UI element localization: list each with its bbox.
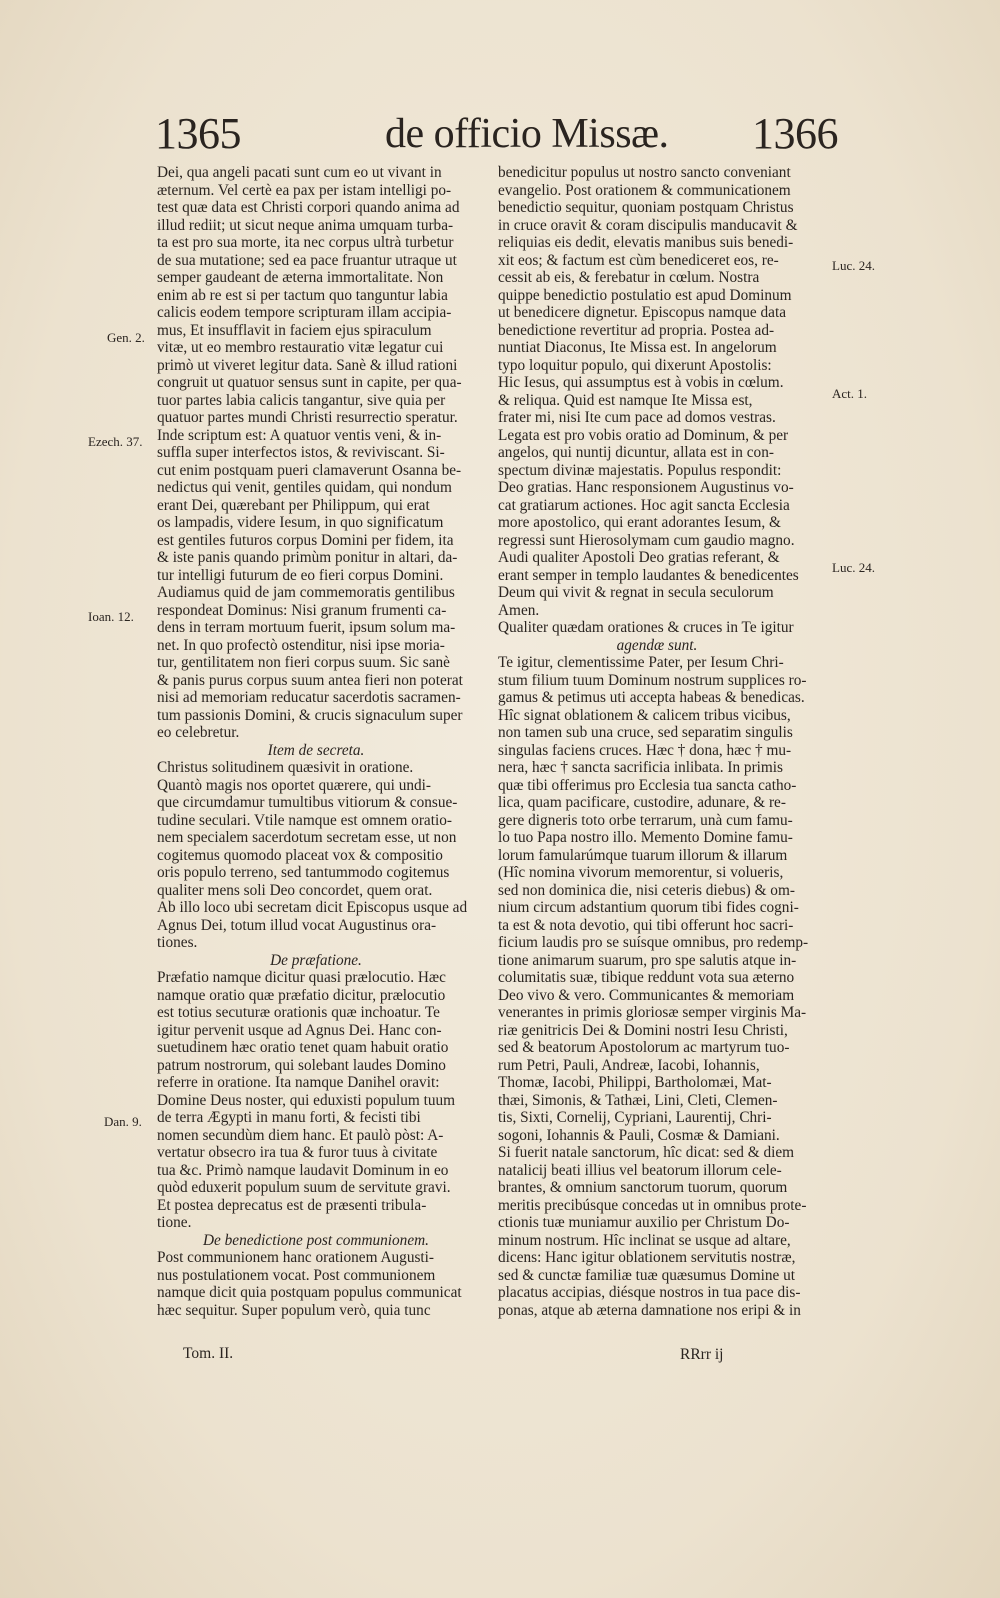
text-line: tis, Sixti, Cornelij, Cypriani, Laurentij, Chri-: [498, 1109, 772, 1126]
text-line: angelos, qui nuntij dicuntur, allata est in con-: [498, 444, 774, 461]
page-number-left: 1365: [155, 109, 241, 158]
margin-note-dan: Dan. 9.: [104, 1114, 142, 1129]
text-line: ficium laudis pro se suísque omnibus, pro redemp-: [498, 934, 809, 951]
volume-mark: Tom. II.: [183, 1345, 234, 1362]
text-line: est gentiles futuros corpus Domini per fidem, ita: [157, 531, 454, 549]
text-line: benedictione revertitur ad propria. Postea ad-: [498, 321, 775, 339]
text-line: De præfatione.: [270, 951, 362, 969]
running-title: de officio Missæ.: [385, 111, 669, 157]
text-line: illud rediit; ut sicut neque anima umquam turba-: [157, 216, 454, 234]
text-line: Inde scriptum est: A quatuor ventis veni, & in-: [157, 426, 442, 444]
text-line: riæ genitricis Dei & Domini nostri Iesu Christi,: [498, 1021, 788, 1039]
text-line: gamus & petimus uti accepta habeas & benedicas.: [498, 689, 805, 706]
text-line: hæc sequitur. Super populum verò, quia tunc: [157, 1301, 431, 1319]
text-line: respondeat Dominus: Nisi granum frumenti ca-: [157, 601, 447, 619]
text-line: qualiter mens soli Deo concordet, quem orat.: [157, 881, 433, 899]
text-line: Amen.: [498, 601, 540, 619]
text-line: Item de secreta.: [267, 741, 365, 759]
text-line: quippe benedictio postulatio est apud Dominum: [498, 286, 792, 304]
text-line: tiones.: [157, 934, 198, 951]
text-line: spectum divinæ majestatis. Populus respondit:: [498, 461, 782, 479]
text-line: Ab illo loco ubi secretam dicit Episcopus usque ad: [157, 899, 468, 916]
text-line: benedictio sequitur, quoniam postquam Christus: [498, 199, 794, 216]
text-line: agendæ sunt.: [616, 636, 698, 654]
margin-note-ezech: Ezech. 37.: [88, 434, 143, 449]
text-line: suetudinem hæc oratio tenet quam habuit oratio: [157, 1039, 449, 1056]
text-line: cogitemus quomodo placeat vox & compositio: [157, 846, 443, 864]
text-line: Hic Iesus, qui assumptus est à vobis in cœlum.: [498, 374, 784, 391]
text-line: typo loquitur populo, qui dixerunt Apostolis:: [498, 356, 772, 374]
text-line: singulas faciens cruces. Hæc † dona, hæc † mu-: [498, 741, 792, 759]
text-line: Qualiter quædam orationes & cruces in Te igitur: [498, 619, 794, 636]
text-line: nem specialem sacerdotum secretam esse, ut non: [157, 829, 457, 846]
text-line: cut enim postquam pueri clamaverunt Osanna be-: [157, 461, 462, 479]
text-line: Christus solitudinem quæsivit in oratione.: [157, 759, 414, 776]
text-line: oris populo terreno, sed tantummodo cogitemus: [157, 864, 450, 881]
text-line: nera, hæc † sancta sacrificia inlibata. In primis: [498, 759, 784, 776]
text-line: eo celebretur.: [157, 724, 240, 741]
text-line: Audi qualiter Apostoli Deo gratias referant, &: [498, 549, 780, 566]
text-line: & panis purus corpus suum antea fieri non poterat: [157, 671, 463, 689]
text-line: namque oratio quæ præfatio dicitur, prælocutio: [157, 986, 446, 1004]
text-line: patrum nostrorum, qui solebant laudes Domino: [157, 1056, 446, 1074]
text-line: Quantò magis nos oportet quærere, qui undi-: [157, 776, 432, 794]
text-line: placatus accipias, diésque nostros in tua pace dis-: [498, 1284, 801, 1301]
text-line: sed & cunctæ familiæ tuæ quæsumus Domine ut: [498, 1266, 796, 1284]
text-line: cat gratiarum actiones. Hoc agit sancta Ecclesia: [498, 496, 790, 514]
text-line: ponas, atque ab æterna damnatione nos eripi & in: [498, 1301, 801, 1319]
text-line: nedictus qui venit, gentiles quidam, qui nondum: [157, 479, 452, 496]
text-line: nus postulationem vocat. Post communionem: [157, 1266, 436, 1284]
text-line: Et postea deprecatus est de præsenti tribula-: [157, 1196, 427, 1214]
text-line: lo tuo Papa nostro illo. Memento Domine famu-: [498, 829, 793, 846]
text-line: quatuor partes mundi Christi resurrectio speratur.: [157, 409, 458, 426]
text-line: erant Dei, quærebant per Philippum, qui erat: [157, 496, 430, 514]
text-line: Audiamus quid de jam commemoratis gentilibus: [157, 584, 455, 601]
text-line: nium circum adstantium quorum tibi fides cogni-: [498, 899, 799, 916]
margin-note-gen: Gen. 2.: [107, 330, 145, 345]
right-column-text: [498, 164, 816, 1319]
text-line: erant semper in templo laudantes & benedicentes: [498, 566, 799, 584]
text-line: test quæ data est Christi corpori quando anima ad: [157, 199, 460, 216]
text-line: Te igitur, clementissime Pater, per Iesum Chri-: [498, 654, 784, 671]
text-line: referre in oratione. Ita namque Danihel oravit:: [157, 1074, 440, 1091]
text-line: tuor partes labia calicis tangantur, sive quia per: [157, 391, 446, 409]
text-line: tione animarum suarum, pro spe salutis atque in-: [498, 951, 797, 969]
text-line: calicis eodem tempore scripturam illam accipia-: [157, 304, 452, 321]
text-line: Agnus Dei, totum illud vocat Augustinus ora-: [157, 916, 437, 934]
text-line: tione.: [157, 1214, 192, 1231]
text-line: tur, gentilitatem non fieri corpus suum. Sic sanè: [157, 654, 450, 671]
text-line: net. In quo profectò ostenditur, nisi ipse moria-: [157, 636, 445, 654]
text-line: Dei, qua angeli pacati sunt cum eo ut vivant in: [157, 164, 442, 181]
text-line: & iste panis quando primùm ponitur in altari, da-: [157, 549, 458, 566]
text-line: dens in terram mortuum fuerit, ipsum solum ma-: [157, 619, 456, 636]
text-line: thæi, Simonis, & Tathæi, Lini, Cleti, Clemen-: [498, 1091, 778, 1109]
text-line: Post communionem hanc orationem Augusti-: [157, 1249, 435, 1266]
text-line: (Hîc nomina vivorum memorentur, si volueris,: [498, 864, 784, 881]
text-line: ta est pro sua morte, ita nec corpus ultrà turbetur: [157, 234, 454, 251]
text-line: dicens: Hanc igitur oblationem servitutis nostræ,: [498, 1249, 796, 1266]
text-line: columitatis suæ, tibique reddunt vota sua æterno: [498, 969, 795, 986]
text-line: suffla super interfectos istos, & reviviscant. Si-: [157, 444, 445, 461]
text-line: in cruce oravit & coram discipulis manducavit &: [498, 216, 798, 234]
text-line: quòd eduxerit populum suum de servitute gravi.: [157, 1179, 451, 1196]
text-line: tua &c. Primò namque laudavit Dominum in eo: [157, 1161, 449, 1179]
text-line: quæ tibi offerimus pro Ecclesia tua sancta catho-: [498, 776, 797, 794]
text-line: primò ut viveret legitur data. Sanè & illud rationi: [157, 356, 458, 374]
margin-note-luc-2: Luc. 24.: [832, 560, 875, 575]
left-column-text: [157, 164, 475, 1319]
margin-note-act: Act. 1.: [832, 386, 868, 401]
text-line: Domine Deus noster, qui eduxisti populum tuum: [157, 1091, 456, 1109]
text-line: vertatur obsecro ira tua & furor tuus à civitate: [157, 1144, 438, 1161]
text-line: Si fuerit natale sanctorum, hîc dicat: sed & diem: [498, 1144, 795, 1161]
text-line: natalicij beati illius vel beatorum illorum cele-: [498, 1161, 782, 1179]
text-line: ut benedicere dignetur. Episcopus namque data: [498, 304, 786, 321]
text-line: meritis precibúsque concedas ut in omnibus prote-: [498, 1196, 807, 1214]
text-line: tudine seculari. Vtile namque est omnem oratio-: [157, 811, 452, 829]
text-line: & reliqua. Quid est namque Ite Missa est,: [498, 391, 753, 409]
text-line: De benedictione post communionem.: [203, 1231, 429, 1249]
page-number-right: 1366: [752, 109, 838, 158]
text-line: namque dicit quia postquam populus communicat: [157, 1284, 462, 1301]
text-line: Hîc signat oblationem & calicem tribus vicibus,: [498, 706, 791, 724]
text-line: semper gaudeant de æterna immortalitate. Non: [157, 269, 444, 286]
text-line: xit eos; & factum est cùm benediceret eos, re-: [498, 251, 779, 269]
margin-note-luc-1: Luc. 24.: [832, 258, 875, 273]
text-line: os lampadis, videre Iesum, in quo significatum: [157, 514, 444, 531]
text-line: evangelio. Post orationem & communicationem: [498, 181, 791, 199]
text-line: nuntiat Diaconus, Ite Missa est. In angelorum: [498, 339, 777, 356]
text-line: reliquias eis dedit, elevatis manibus suis benedi-: [498, 234, 794, 251]
text-line: sed & beatorum Apostolorum ac martyrum tuo-: [498, 1039, 790, 1056]
text-line: Deo vivo & vero. Communicantes & memoriam: [498, 986, 795, 1004]
text-line: tum passionis Domini, & crucis signaculum super: [157, 706, 463, 724]
text-line: lorum famularúmque tuarum illorum & illarum: [498, 846, 788, 864]
text-line: de sua mutatione; sed ea pace fruantur utraque ut: [157, 251, 457, 269]
signature-mark: RRrr ij: [680, 1346, 724, 1363]
text-line: que circumdamur tumultibus vitiorum & consue-: [157, 794, 458, 811]
text-line: igitur pervenit usque ad Agnus Dei. Hanc con-: [157, 1021, 442, 1039]
text-line: gere digneris toto orbe terrarum, unà cum famu-: [498, 811, 793, 829]
text-line: sogoni, Iohannis & Pauli, Cosmæ & Damiani.: [498, 1126, 780, 1144]
text-line: ta est & nota devotio, qui tibi offerunt hoc sacri-: [498, 916, 794, 934]
text-line: frater mi, nisi Ite cum pace ad domos vestras.: [498, 409, 776, 426]
text-line: mus, Et insufflavit in faciem ejus spiraculum: [157, 321, 432, 339]
text-line: congruit ut quatuor sensus sunt in capite, per qua-: [157, 374, 462, 391]
text-line: est totius secuturæ orationis quæ inchoatur. Te: [157, 1004, 440, 1021]
text-line: minum nostrum. Hîc inclinat se usque ad altare,: [498, 1231, 791, 1249]
text-line: nomen secundùm diem hanc. Et paulò pòst: A-: [157, 1126, 444, 1144]
margin-note-ioan: Ioan. 12.: [88, 609, 134, 624]
text-line: benedicitur populus ut nostro sancto conveniant: [498, 164, 791, 181]
text-line: Deo gratias. Hanc responsionem Augustinus vo-: [498, 479, 794, 496]
text-line: lica, quam pacificare, custodire, adunare, & re-: [498, 794, 786, 811]
text-line: stum filium tuum Dominum nostrum supplices ro-: [498, 671, 807, 689]
text-line: nisi ad memoriam reducatur sacerdotis sacramen-: [157, 689, 461, 706]
text-line: more apostolico, qui erant adorantes Iesum, &: [498, 514, 781, 531]
text-line: cessit ab eis, & ferebatur in cœlum. Nostra: [498, 269, 760, 286]
text-line: venerantes in primis gloriosæ semper virginis Ma-: [498, 1004, 807, 1021]
text-line: tur intelligi futurum de eo fieri corpus Domini.: [157, 566, 444, 584]
text-line: æternum. Vel certè ea pax per istam intelligi po-: [157, 181, 452, 199]
text-line: enim ab re est si per tactum quo tanguntur labia: [157, 286, 448, 304]
text-line: Thomæ, Iacobi, Philippi, Bartholomæi, Mat-: [498, 1074, 772, 1091]
text-line: vitæ, ut eo membro restauratio vitæ legatur cui: [157, 339, 444, 356]
text-line: rum Petri, Pauli, Andreæ, Iacobi, Iohannis,: [498, 1056, 760, 1074]
text-line: de terra Ægypti in manu forti, & fecisti tibi: [157, 1109, 421, 1126]
text-line: regressi sunt Hierosolymam cum gaudio magno.: [498, 531, 795, 549]
text-line: sed non dominica die, nisi ceteris diebus) & om-: [498, 881, 795, 899]
text-line: Legata est pro vobis oratio ad Dominum, & per: [498, 426, 789, 444]
text-line: non tamen sub una cruce, sed separatim singulis: [498, 724, 793, 741]
text-line: ctionis tuæ muniamur auxilio per Christum Do-: [498, 1214, 790, 1231]
text-line: Deum qui vivit & regnat in secula seculorum: [498, 584, 774, 601]
text-line: Præfatio namque dicitur quasi prælocutio. Hæc: [157, 969, 446, 986]
text-line: brantes, & omnium sanctorum tuorum, quorum: [498, 1179, 788, 1196]
